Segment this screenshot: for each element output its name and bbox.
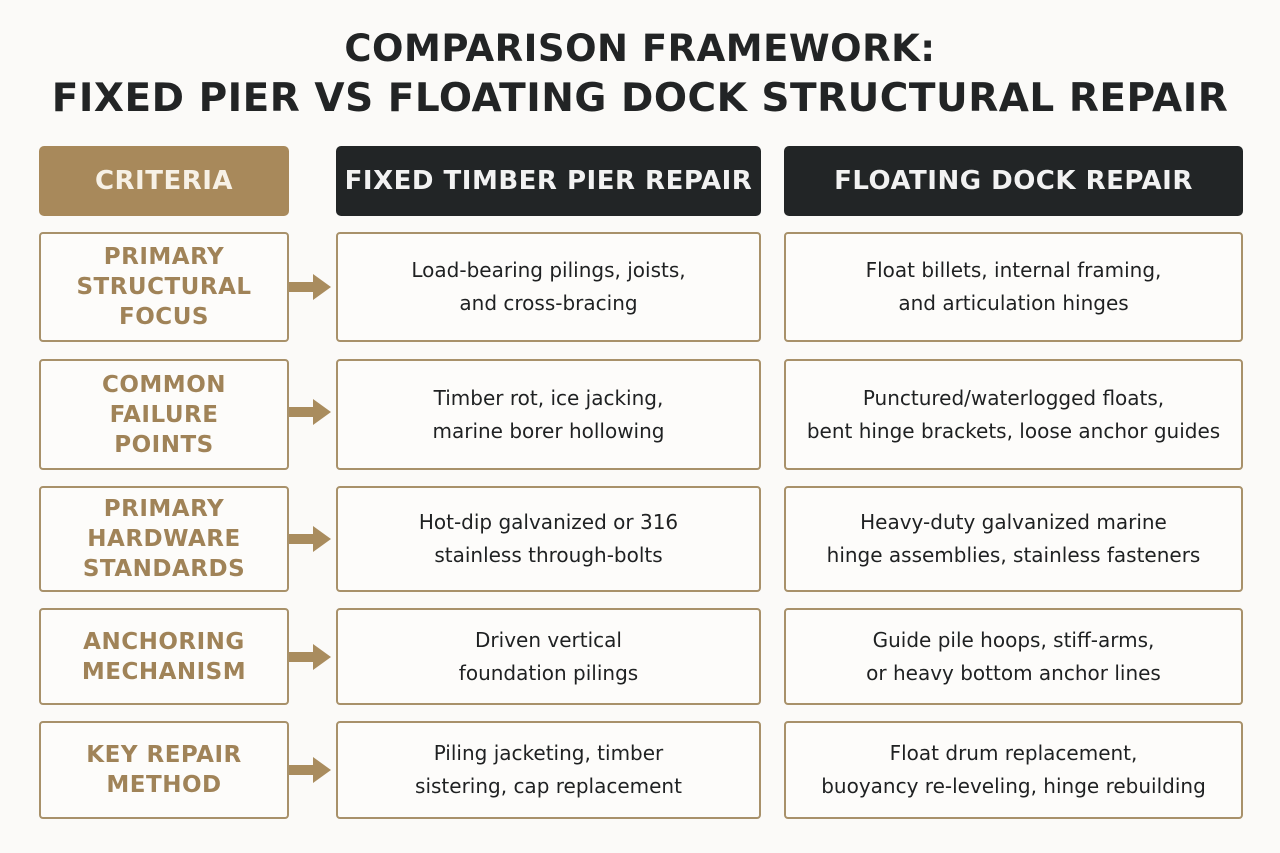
comparison-row	[0, 486, 1280, 592]
criteria-cell	[39, 232, 289, 342]
fixed-pier-text-line: and cross-bracing	[459, 291, 638, 315]
floating-dock-cell	[784, 721, 1243, 819]
floating-dock-text-line: hinge assemblies, stainless fasteners	[826, 543, 1201, 567]
comparison-row	[0, 359, 1280, 470]
fixed-pier-text-line: Driven vertical	[475, 627, 622, 652]
fixed-pier-text-line: Timber rot, ice jacking,	[433, 385, 664, 410]
criteria-label-line: STRUCTURAL	[76, 274, 252, 300]
criteria-label-line: MECHANISM	[81, 658, 247, 685]
floating-dock-text-line: Float billets, internal framing,	[865, 258, 1162, 282]
fixed-pier-text-line: Load-bearing pilings, joists,	[411, 258, 686, 282]
criteria-column-header: CRITERIA	[39, 146, 289, 216]
floating-dock-cell	[784, 486, 1243, 592]
comparison-row	[0, 608, 1280, 705]
floating-dock-text-line: and articulation hinges	[898, 291, 1129, 315]
arrow-right-icon	[289, 274, 331, 300]
criteria-label-line: PRIMARY	[103, 496, 225, 522]
fixed-pier-cell	[336, 608, 761, 705]
floating-dock-cell	[784, 232, 1243, 342]
fixed-pier-cell	[336, 486, 761, 592]
criteria-label-line: POINTS	[114, 431, 214, 458]
floating-dock-text-line: Float drum replacement,	[889, 741, 1138, 765]
fixed-pier-cell	[336, 359, 761, 470]
arrow-right-icon	[289, 757, 331, 783]
fixed-pier-text-line: stainless through-bolts	[434, 543, 663, 567]
floating-dock-column-header: FLOATING DOCK REPAIR	[784, 146, 1243, 216]
floating-dock-cell	[784, 608, 1243, 705]
fixed-pier-cell	[336, 721, 761, 819]
criteria-label-line: COMMON	[101, 371, 226, 398]
criteria-cell	[39, 486, 289, 592]
criteria-label-line: STANDARDS	[82, 556, 246, 582]
fixed-pier-text-line: sistering, cap replacement	[415, 774, 682, 798]
criteria-cell	[39, 721, 289, 819]
floating-dock-cell	[784, 359, 1243, 470]
comparison-row	[0, 232, 1280, 342]
floating-dock-text-line: Guide pile hoops, stiff-arms,	[872, 627, 1155, 652]
criteria-label-line: FOCUS	[119, 304, 209, 330]
criteria-label-line: HARDWARE	[87, 526, 241, 552]
fixed-pier-text-line: Hot-dip galvanized or 316	[418, 510, 679, 534]
criteria-cell	[39, 608, 289, 705]
floating-dock-text-line: Heavy-duty galvanized marine	[860, 510, 1167, 534]
floating-dock-text-line: bent hinge brackets, loose anchor guides	[806, 418, 1221, 443]
comparison-row	[0, 721, 1280, 819]
fixed-pier-column-header: FIXED TIMBER PIER REPAIR	[336, 146, 761, 216]
criteria-label-line: KEY REPAIR	[86, 742, 242, 768]
criteria-label-line: ANCHORING	[83, 628, 245, 655]
arrow-right-icon	[289, 399, 331, 425]
criteria-cell	[39, 359, 289, 470]
criteria-label-line: METHOD	[106, 772, 222, 798]
criteria-label-line: PRIMARY	[103, 244, 225, 270]
fixed-pier-text-line: marine borer hollowing	[432, 418, 665, 443]
fixed-pier-cell	[336, 232, 761, 342]
arrow-right-icon	[289, 644, 331, 670]
arrow-right-icon	[289, 526, 331, 552]
page-title-line-1: COMPARISON FRAMEWORK:	[344, 27, 936, 70]
fixed-pier-text-line: foundation pilings	[458, 660, 639, 685]
floating-dock-text-line: Punctured/waterlogged floats,	[862, 385, 1165, 410]
criteria-label-line: FAILURE	[109, 401, 219, 428]
page-title-line-2: FIXED PIER VS FLOATING DOCK STRUCTURAL REPAIR	[51, 76, 1229, 121]
floating-dock-text-line: or heavy bottom anchor lines	[866, 660, 1161, 685]
floating-dock-text-line: buoyancy re-leveling, hinge rebuilding	[821, 774, 1206, 798]
fixed-pier-text-line: Piling jacketing, timber	[433, 741, 664, 765]
